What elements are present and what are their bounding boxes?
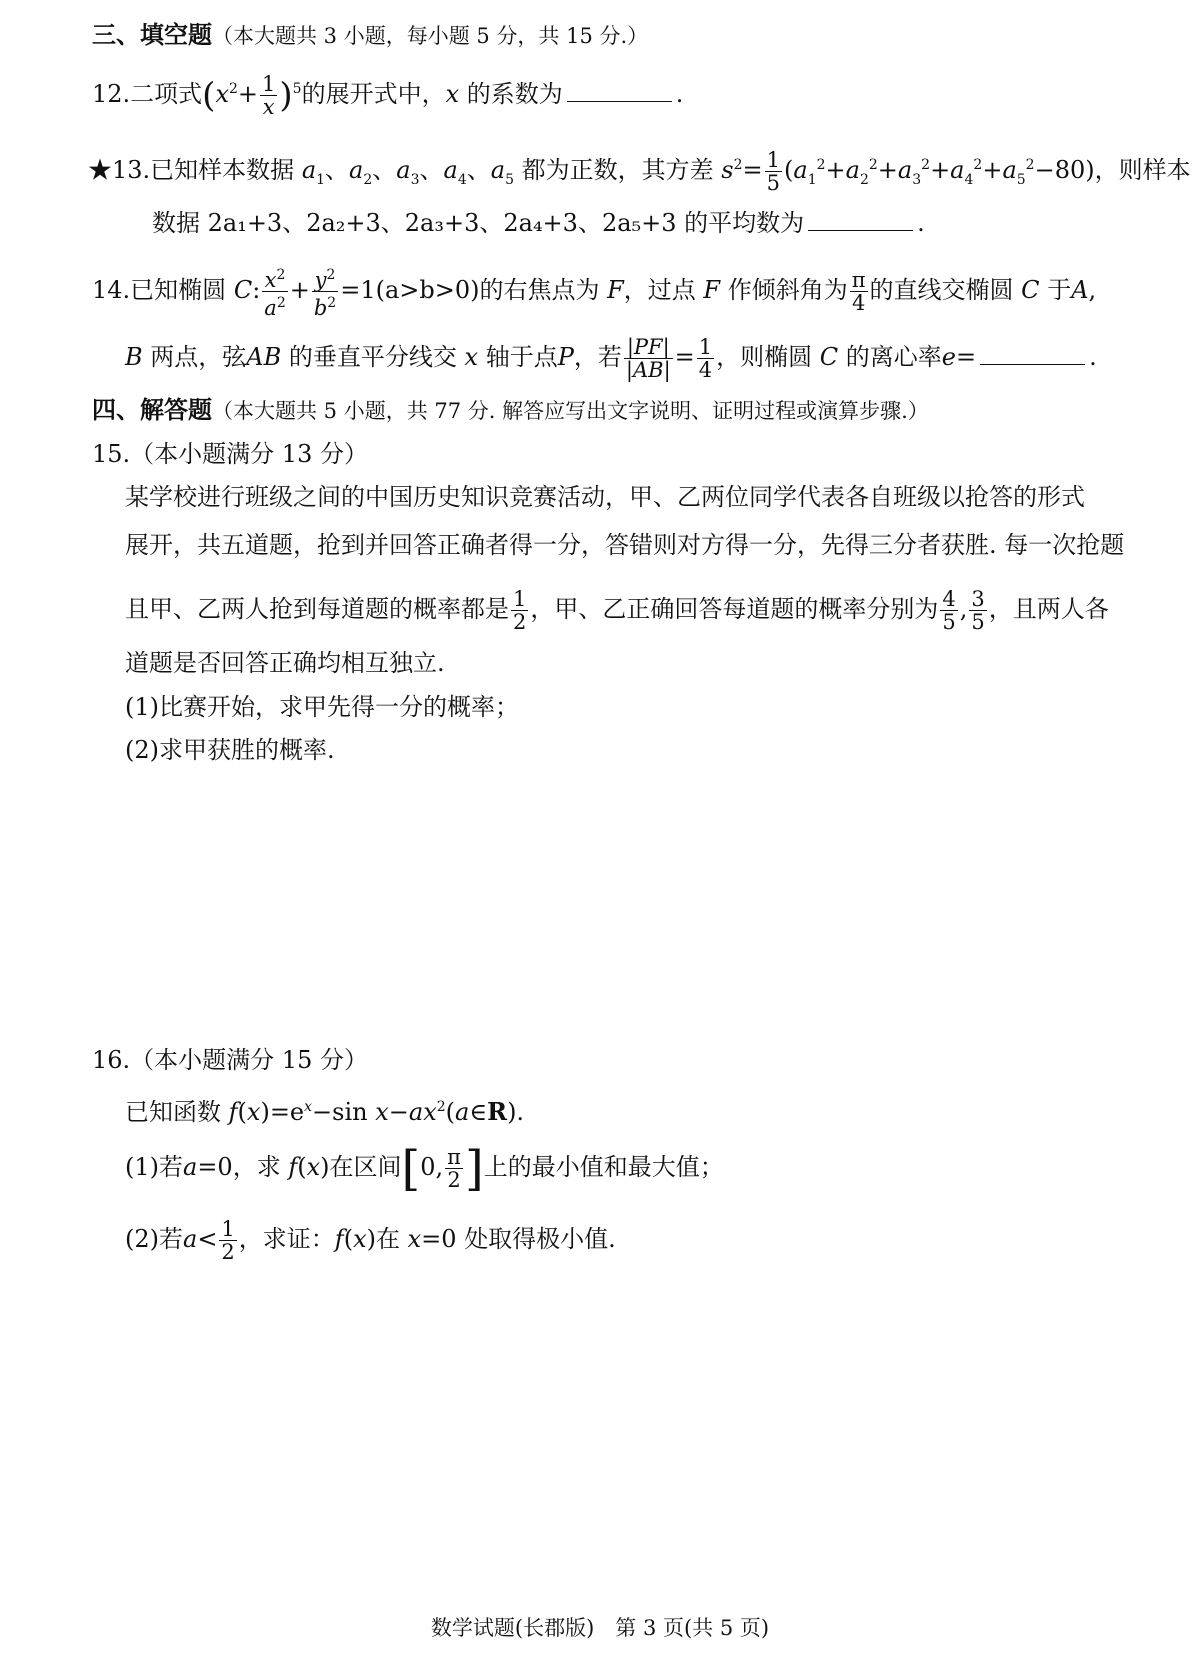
question-13-text-b: 都为正数，其方差 xyxy=(521,156,714,184)
question-12-expr: x xyxy=(215,80,229,108)
question-16-paragraph-1: 已知函数 $f(x)=e^x-\sin$ $x-ax^2(a\in R)$. xyxy=(125,1097,525,1126)
question-15-subquestion-2: (2)求甲获胜的概率. xyxy=(125,736,335,764)
question-12-var: x xyxy=(445,80,460,108)
question-16-text-g: ，求证： xyxy=(238,1225,335,1253)
question-15-paragraph-3: 且甲、乙两人抢到每道题的概率都是 $\frac{1}{2}$ ，甲、乙正确回答每道题的概率分别为 $\frac{4}{5}$ , $\frac{3}{5}$ ，且两人各 xyxy=(125,587,1109,634)
question-15-paragraph-4: 道题是否回答正确均相互独立. xyxy=(125,649,445,677)
question-16-text-h: 在 xyxy=(375,1225,400,1253)
question-13-marker: ★13. xyxy=(88,156,151,184)
question-12-power: 5 xyxy=(292,81,302,97)
question-14-text-d: 作倾斜角为 xyxy=(727,276,848,304)
question-12-number: 12. xyxy=(92,80,131,108)
question-14-number: 14. xyxy=(92,276,131,304)
section-4-title: 四、解答题 xyxy=(92,395,212,424)
question-16-text-c: ，求 xyxy=(232,1153,281,1181)
question-14-fraction-angle: $\frac{\pi}{4}$ xyxy=(851,268,866,315)
question-15-paragraph-1: 某学校进行班级之间的中国历史知识竞赛活动，甲、乙两位同学代表各自班级以抢答的形式 xyxy=(125,483,1085,511)
question-12-suffix: 的展开式中， xyxy=(301,80,446,108)
question-14-fraction-quarter: $\frac{1}{4}$ xyxy=(698,335,713,382)
question-16-text-a: 已知函数 xyxy=(125,1098,221,1126)
question-14-fraction-ratio: $\frac{|PF|}{|AB|}$ xyxy=(625,335,671,382)
question-14-text-e: 的直线交椭圆 xyxy=(869,276,1014,304)
question-15-header: 15.（本小题满分 13 分） xyxy=(92,440,368,468)
question-12-expr-close: ) xyxy=(279,75,293,116)
question-16-text-f: (2)若 xyxy=(125,1225,183,1253)
question-13-text-d: 数据 2a₁+3、2a₂+3、2a₃+3、2a₄+3、2a₅+3 的平均数为 xyxy=(152,209,805,237)
page-footer: 数学试题(长郡版) 第 3 页(共 5 页) xyxy=(430,1616,770,1640)
question-13-text-c: ，则样本 xyxy=(1094,156,1191,184)
question-14-text-a: 已知椭圆 xyxy=(130,276,227,304)
question-14-text-b: =1(a>b>0)的右焦点为 xyxy=(340,276,600,304)
question-16-text-b: (1)若 xyxy=(125,1153,183,1181)
question-12-suffix2: 的系数为 xyxy=(466,80,563,108)
question-14-text-j: ，若 xyxy=(573,343,622,371)
question-14-text-g: 两点，弦 xyxy=(150,343,247,371)
question-16-fraction-half: $\frac{1}{2}$ xyxy=(221,1217,235,1264)
question-14-text-i: 轴于点 xyxy=(485,343,558,371)
question-14-text-k: ，则椭圆 xyxy=(716,343,813,371)
question-14-text-c: ，过点 xyxy=(623,276,696,304)
question-15-paragraph-2: 展开，共五道题，抢到并回答正确者得一分，答错则对方得一分，先得三分者获胜. 每一次抢题 xyxy=(125,531,1125,559)
question-16-header: 16.（本小题满分 15 分） xyxy=(92,1046,368,1074)
section-3-note: （本大题共 3 小题，每小题 5 分，共 15 分.） xyxy=(212,24,649,48)
section-4-heading xyxy=(92,393,929,428)
question-13-line-1: ★13.已知样本数据 $a_1$、$a_2$、$a_3$、$a_4$、$a_5$ 都为正数，其方差 $s^2=$ $\frac{1}{5}$ $(a_1^2+a_2^2+a_3^2+a_4^2+a_5^2-80)$，则样本 xyxy=(88,148,1191,195)
question-14-text-h: 的垂直平分线交 xyxy=(288,343,457,371)
section-3-heading xyxy=(92,18,648,53)
section-4-note: （本大题共 5 小题，共 77 分. 解答应写出文字说明、证明过程或演算步骤.） xyxy=(212,399,929,423)
question-13-fraction: $\frac{1}{5}$ xyxy=(766,148,780,195)
question-14-text-f: 于 xyxy=(1047,276,1072,304)
question-14-line-1: 14.已知椭圆 C: $\frac{x^2}{a^2}$ + $\frac{y^2}{b^2}$ =1(a>b>0)的右焦点为 F，过点 F 作倾斜角为 $\frac{\pi}{4}$ 的直线交椭圆 C 于A, xyxy=(92,264,1096,319)
question-15-text-b: ，甲、乙正确回答每道题的概率分别为 xyxy=(530,595,939,623)
question-14-fraction-x: $\frac{x^2}{a^2}$ xyxy=(262,264,287,319)
question-15-subquestion-1: (1)比赛开始，求甲先得一分的概率； xyxy=(125,693,519,721)
question-14-answer-blank[interactable] xyxy=(980,342,1085,365)
question-16-fraction-pi-half: $\frac{\pi}{2}$ xyxy=(447,1145,461,1192)
question-13-line-2: 数据 2a₁+3、2a₂+3、2a₃+3、2a₄+3、2a₅+3 的平均数为 . xyxy=(152,209,925,237)
question-14-fraction-y: $\frac{y^2}{b^2}$ xyxy=(312,264,338,319)
section-3-title: 三、填空题 xyxy=(92,20,212,49)
question-15-fraction-half: $\frac{1}{2}$ xyxy=(513,587,527,634)
question-12-expr-open: ( xyxy=(202,75,216,116)
question-16-subquestion-1: (1)若a=0，求 f(x)在区间[0, $\frac{\pi}{2}$ ]上的最小值和最大值； xyxy=(125,1140,724,1197)
question-13-text-a: 已知样本数据 xyxy=(150,156,295,184)
question-16-text-d: 在区间 xyxy=(329,1153,402,1181)
question-12: 12.二项式($x^2+$ $\frac{1}{x}$ )$^5$的展开式中，x 的系数为 . xyxy=(92,72,684,119)
question-12-prefix: 二项式 xyxy=(130,80,203,108)
question-16-subquestion-2: (2)若a< $\frac{1}{2}$ ，求证：f(x)在 x=0 处取得极小值. xyxy=(125,1217,616,1264)
question-16-text-i: 处取得极小值. xyxy=(464,1225,616,1253)
question-14-line-2: B 两点，弦AB 的垂直平分线交 x 轴于点P，若 $\frac{|PF|}{|AB|}$ = $\frac{1}{4}$ ，则椭圆 C 的离心率e= . xyxy=(125,335,1097,382)
question-15-text-a: 且甲、乙两人抢到每道题的概率都是 xyxy=(125,595,509,623)
question-15-text-c: ，且两人各 xyxy=(988,595,1109,623)
question-14-text-l: 的离心率 xyxy=(845,343,942,371)
question-12-expr-exp: 2 xyxy=(228,81,238,97)
question-12-answer-blank[interactable] xyxy=(567,79,672,102)
question-13-answer-blank[interactable] xyxy=(808,208,913,231)
question-12-fraction: $\frac{1}{x}$ xyxy=(262,72,276,119)
question-16-text-e: 上的最小值和最大值； xyxy=(483,1153,724,1181)
question-15-fraction-four-fifths: $\frac{4}{5}$ xyxy=(942,587,956,634)
question-15-fraction-three-fifths: $\frac{3}{5}$ xyxy=(971,587,985,634)
